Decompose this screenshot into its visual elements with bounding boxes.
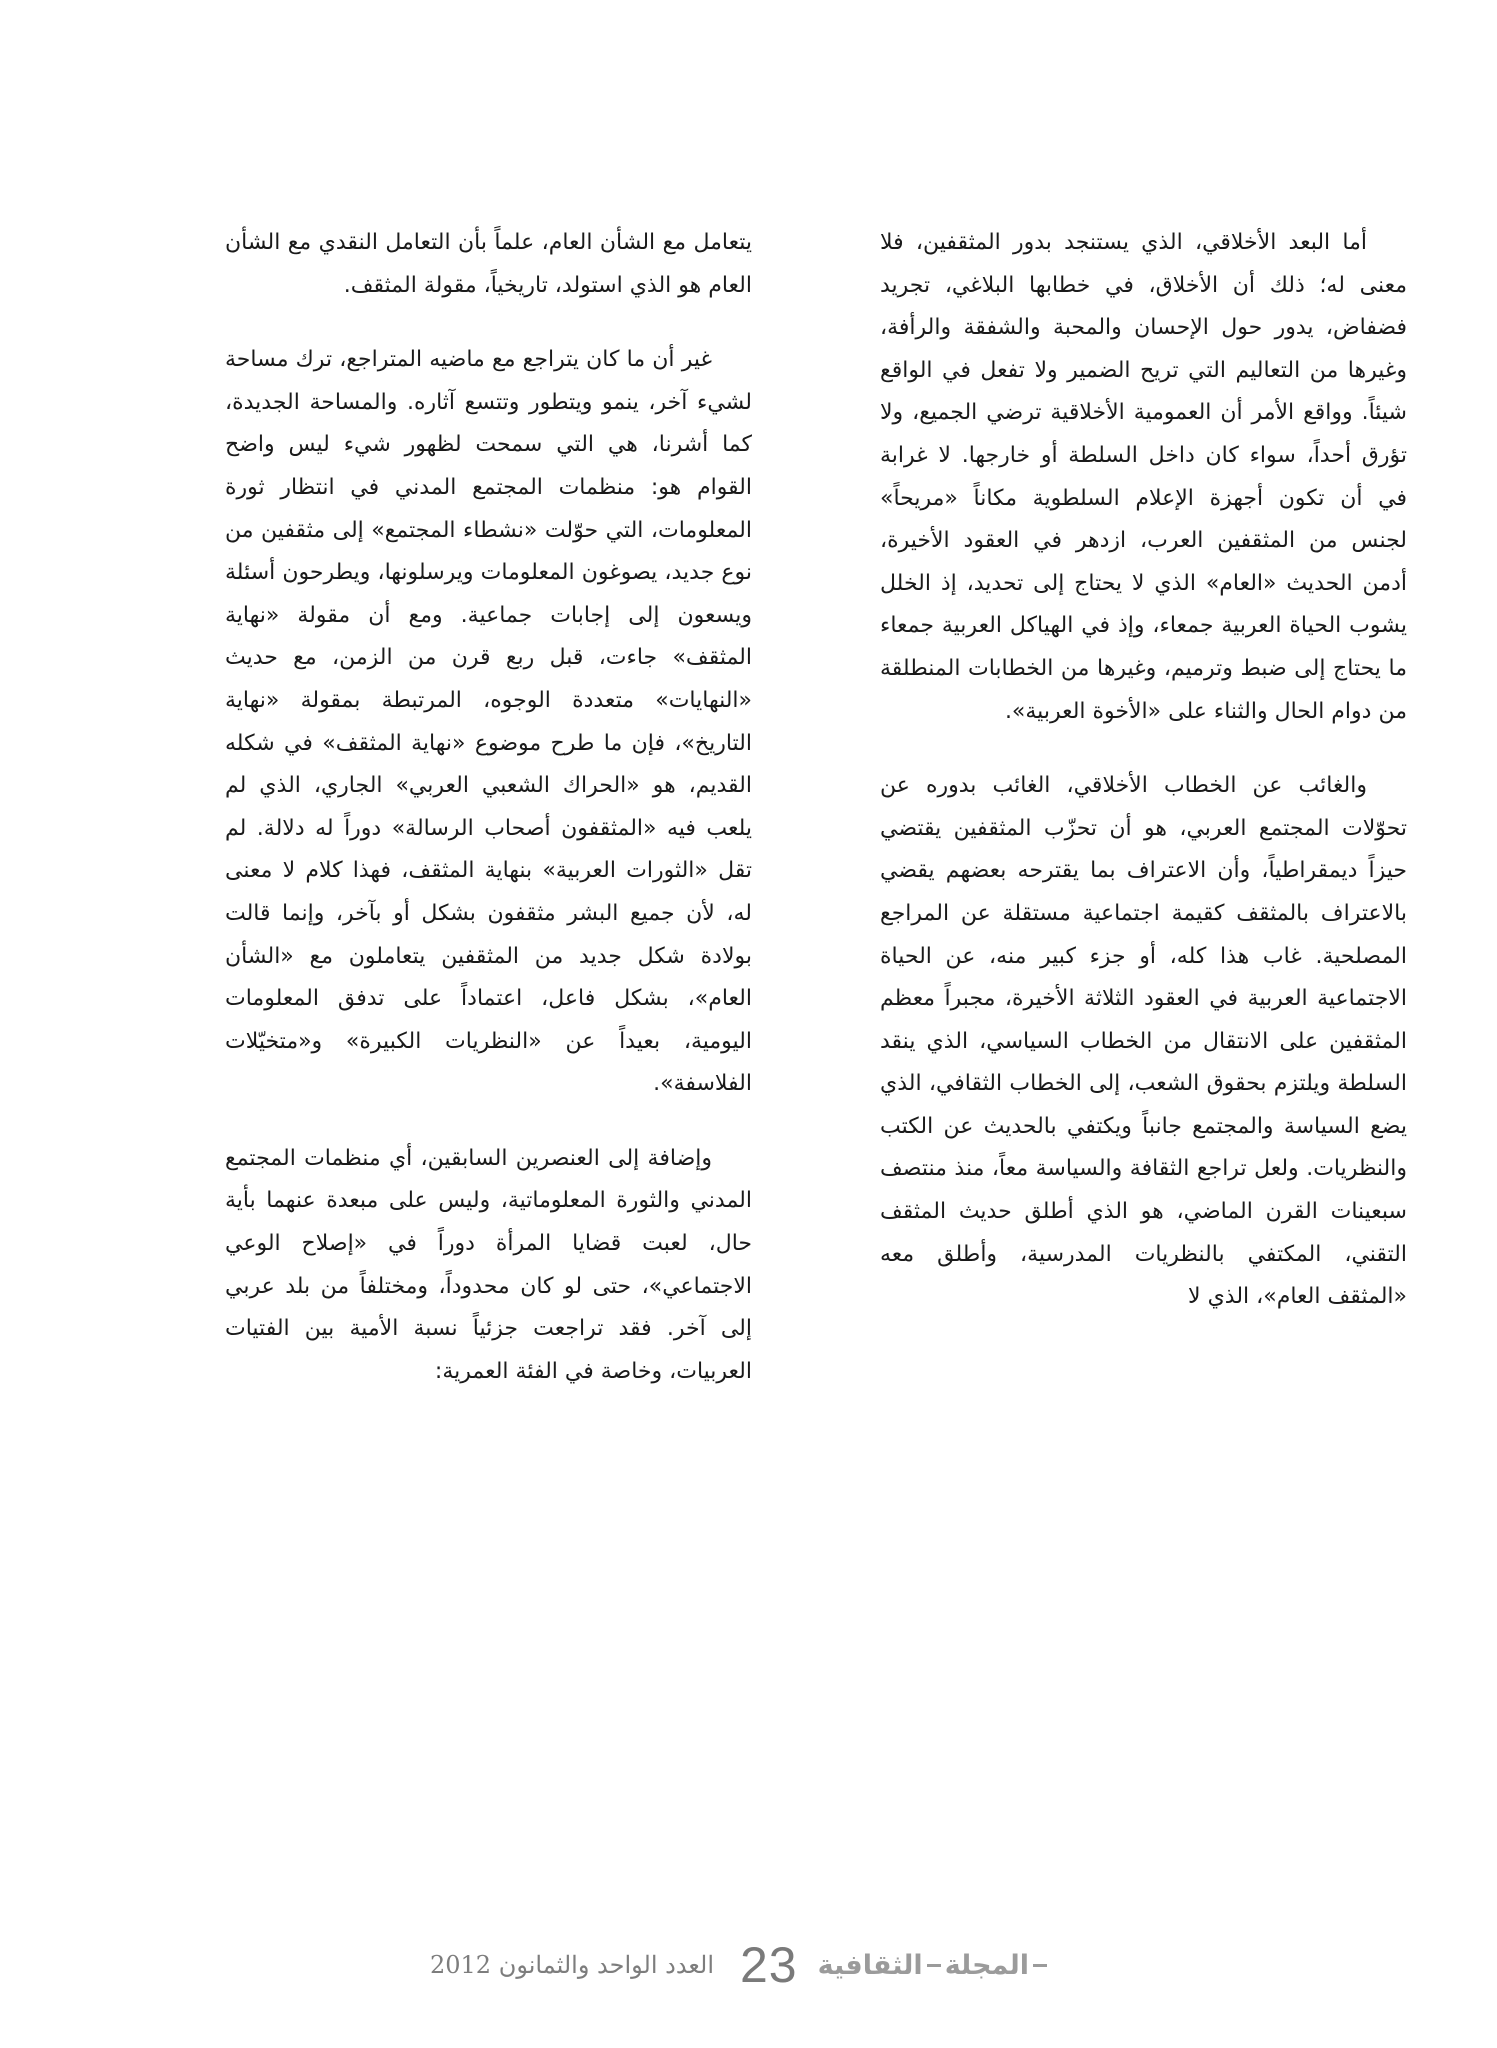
paragraph-continued: يتعامل مع الشأن العام، علماً بأن التعامل النقدي مع الشأن العام هو الذي استولد، تاريخياً، مقولة المثقف. bbox=[225, 230, 752, 298]
right-column bbox=[880, 222, 1407, 1351]
page-footer bbox=[430, 1935, 1070, 1995]
page-number: 23 bbox=[740, 1937, 798, 1993]
logo-bar bbox=[927, 1964, 941, 1967]
paragraph: أما البعد الأخلاقي، الذي يستنجد بدور المثقفين، فلا معنى له؛ ذلك أن الأخلاق، في خطابها البلاغي، تجريد فضفاض، يدور حول الإحسان والمحبة والشفقة والرأفة، وغيرها من التعاليم التي تريح الضمير ولا تفعل في الواقع شيئاً. وواقع الأمر أن العمومية الأخلاقية ترضي الجميع، ولا تؤرق أحداً، سواء كان داخل السلطة أو خارجها. لا غرابة في أن تكون أجهزة الإعلام السلطوية مكاناً «مريحاً» لجنس من المثقفين العرب، ازدهر في العقود الأخيرة، أدمن الحديث «العام» الذي لا يحتاج إلى تحديد، إذ الخلل يشوب الحياة العربية جمعاء، وإذ في الهياكل العربية جمعاء ما يحتاج إلى ضبط وترميم، وغيرها من الخطابات المنطلقة من دوام الحال والثناء على «الأخوة العربية». bbox=[880, 230, 1407, 724]
logo-text-cultural: الثقافية bbox=[817, 1949, 923, 1981]
issue-label: العدد الواحد والثمانون 2012 bbox=[430, 1951, 714, 1979]
left-column bbox=[225, 222, 752, 1425]
logo-bar bbox=[1033, 1964, 1047, 1967]
paragraph: والغائب عن الخطاب الأخلاقي، الغائب بدوره عن تحوّلات المجتمع العربي، هو أن تحزّب المثقفين يقتضي حيزاً ديمقراطياً، وأن الاعتراف بما يقترحه بعضهم يقضي بالاعتراف بالمثقف كقيمة اجتماعية مستقلة عن المراجع المصلحية. غاب هذا كله، أو جزء كبير منه، عن الحياة الاجتماعية العربية في العقود الثلاثة الأخيرة، مجبراً معظم المثقفين على الانتقال من الخطاب السياسي، الذي ينقد السلطة ويلتزم بحقوق الشعب، إلى الخطاب الثقافي، الذي يضع السياسة والمجتمع جانباً ويكتفي بالحديث عن الكتب والنظريات. ولعل تراجع الثقافة والسياسة معاً، منذ منتصف سبعينات القرن الماضي، هو الذي أطلق حديث المثقف التقني، المكتفي بالنظريات المدرسية، وأطلق معه «المثقف العام»، الذي لا bbox=[880, 773, 1407, 1310]
paragraph: وإضافة إلى العنصرين السابقين، أي منظمات المجتمع المدني والثورة المعلوماتية، وليس على مبعدة عنهما بأية حال، لعبت قضايا المرأة دوراً في «إصلاح الوعي الاجتماعي»، حتى لو كان محدوداً، ومختلفاً من بلد عربي إلى آخر. فقد تراجعت جزئياً نسبة الأمية بين الفتيات العربيات، وخاصة في الفئة العمرية: bbox=[225, 1145, 752, 1384]
paragraph: غير أن ما كان يتراجع مع ماضيه المتراجع، ترك مساحة لشيء آخر، ينمو ويتطور وتتسع آثاره. والمساحة الجديدة، كما أشرنا، هي التي سمحت لظهور شيء ليس واضح القوام هو: منظمات المجتمع المدني في انتظار ثورة المعلومات، التي حوّلت «نشطاء المجتمع» إلى مثقفين من نوع جديد، يصوغون المعلومات ويرسلونها، ويطرحون أسئلة ويسعون إلى إجابات جماعية. ومع أن مقولة «نهاية المثقف» جاءت، قبل ربع قرن من الزمن، مع حديث «النهايات» متعددة الوجوه، المرتبطة بمقولة «نهاية التاريخ»، فإن ما طرح موضوع «نهاية المثقف» في شكله القديم، هو «الحراك الشعبي العربي» الجاري، الذي لم يلعب فيه «المثقفون أصحاب الرسالة» دوراً له دلالة. لم تقل «الثورات العربية» بنهاية المثقف، فهذا كلام لا معنى له، لأن جميع البشر مثقفون بشكل أو بآخر، وإنما قالت بولادة شكل جديد من المثقفين يتعاملون مع «الشأن العام»، بشكل فاعل، اعتماداً على تدفق المعلومات اليومية، بعيداً عن «النظريات الكبيرة» و«متخيّلات الفلاسفة». bbox=[225, 347, 752, 1097]
magazine-logo bbox=[818, 1950, 1051, 1981]
logo-text-magazine: المجلة bbox=[944, 1949, 1030, 1981]
